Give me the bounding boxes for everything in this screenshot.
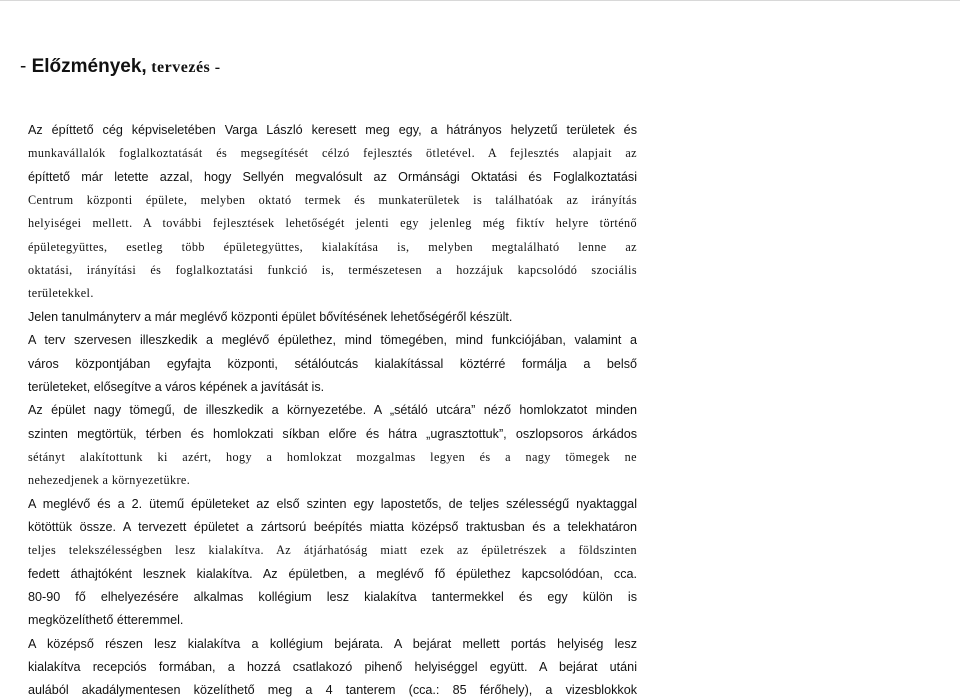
body-text-line: nehezedjenek a környezetükre. — [28, 473, 191, 488]
page-top-border — [0, 0, 960, 1]
heading-dash: - — [20, 56, 32, 77]
body-text-line: teljes telekszélességben lesz kialakítva. Az átjárhatóság miatt ezek az épületrészek a földszinten — [28, 543, 637, 558]
body-text-line: aulából akadálymentesen közelíthető meg a 4 tanterem (cca.: 85 férőhely), a vizesblokkok — [28, 683, 637, 698]
body-text-line: Az épület nagy tömegű, de illeszkedik a környezetébe. A „sétáló utcára” néző homlokzatot minden — [28, 403, 637, 418]
body-text-line: helyiségei mellett. A további fejlesztések lehetőségét jelenti egy jelenleg még fiktív helyre történő — [28, 216, 637, 231]
body-text-line: kötöttük össze. A tervezett épületet a zártsorú beépítés miatta középső traktusban és a telekhatáron — [28, 519, 637, 534]
body-text-line: megközelíthető étteremmel. — [28, 613, 184, 628]
body-text-line: sétányt alakítottunk ki azért, hogy a homlokzat mozgalmas legyen és a nagy tömegek ne — [28, 449, 637, 464]
body-text-line: A terv szervesen illeszkedik a meglévő épülethez, mind tömegében, mind funkciójában, valamint a — [28, 333, 637, 348]
body-text-line: területeket, elősegítve a város képének a javítását is. — [28, 379, 325, 394]
body-text-line: Centrum központi épülete, melyben oktató termek és munkaterületek is találhatóak az irányítás — [28, 193, 637, 208]
body-text-line: Az építtető cég képviseletében Varga László keresett meg egy, a hátrányos helyzetű területek és — [28, 123, 637, 137]
body-text-line: Jelen tanulmányterv a már meglévő központi épület bővítésének lehetőségéről készült. — [28, 309, 513, 324]
section-heading — [20, 56, 221, 78]
heading-subtitle: tervezés - — [146, 59, 221, 76]
body-text-line: A meglévő és a 2. ütemű épületeket az első szinten egy lapostetős, de teljes szélességű nyaktaggal — [28, 496, 637, 511]
body-text-line: munkavállalók foglalkoztatását és megsegítését célzó fejlesztés ötletével. A fejlesztés alapjait az — [28, 146, 637, 161]
body-text-line: területekkel. — [28, 286, 94, 301]
body-text-line: építtető már letette azzal, hogy Sellyén megvalósult az Ormánsági Oktatási és Foglalkoztatási — [28, 169, 637, 184]
body-text-line: város központjában egyfajta központi, sétálóutcás kialakítással köztérré formálja a belső — [28, 356, 637, 371]
heading-title: Előzmények, — [31, 56, 147, 77]
body-text-line: A középső részen lesz kialakítva a kollégium bejárata. A bejárat mellett portás helyiség lesz — [28, 636, 637, 651]
body-text-line: fedett áthajtóként lesznek kialakítva. Az épületben, a meglévő fő épülethez kapcsolódóan, cca. — [28, 566, 637, 581]
body-text-line: szinten megtörtük, térben és homlokzati síkban előre és hátra „ugrasztottuk”, oszlopsoros árkádos — [28, 426, 637, 441]
body-text-line: kialakítva recepciós formában, a hozzá csatlakozó pihenő helyiséggel együtt. A bejárat utáni — [28, 660, 637, 675]
body-text-line: 80-90 fő elhelyezésére alkalmas kollégium lesz kialakítva tantermekkel és egy külön is — [28, 590, 637, 604]
body-text-line: épületegyüttes, esetleg több épületegyüttes, kialakítása is, melyben megtalálható lenne az — [28, 239, 637, 254]
body-text-line: oktatási, irányítási és foglalkoztatási funkció is, természetesen a hozzájuk kapcsolódó szociális — [28, 263, 637, 278]
